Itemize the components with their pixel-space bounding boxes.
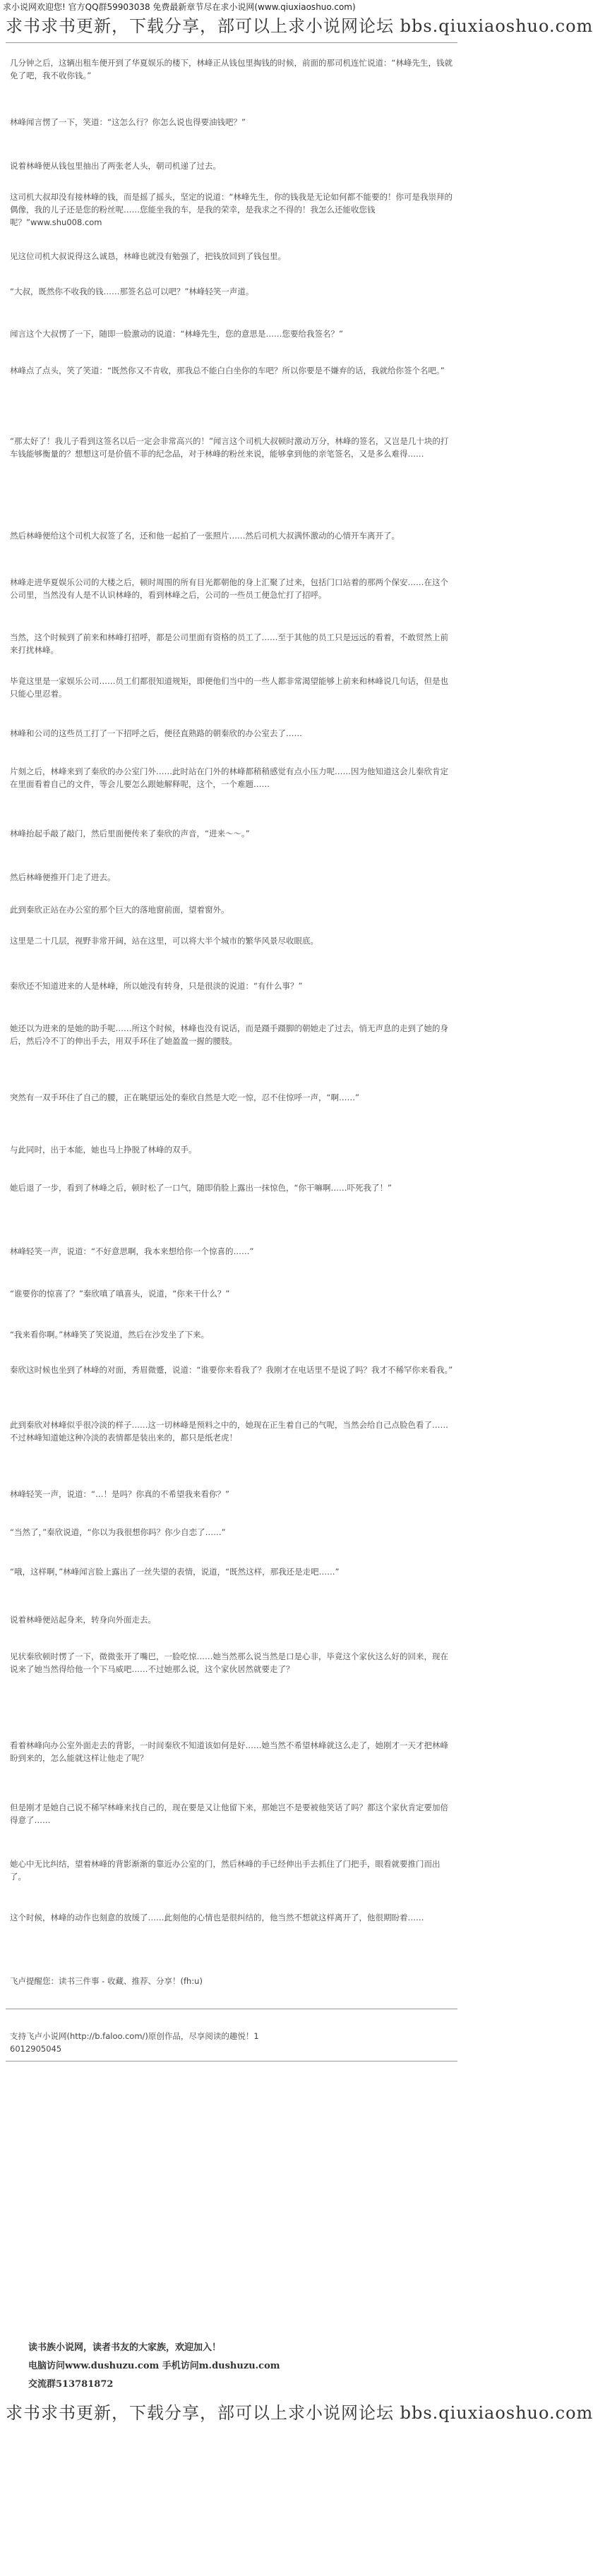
paragraph: 见这位司机大叔说得这么诚恳，林峰也就没有勉强了，把钱放回到了钱包里。 xyxy=(10,251,286,261)
paragraph: 她心中无比纠结，望着林峰的背影渐渐的靠近办公室的门，然后林峰的手已经伸出手去抓住了门把手，眼看就要推门而出了。 xyxy=(10,1859,441,1882)
paragraph: 但是刚才是她自己说不稀罕林峰来找自己的，现在要是又让他留下来，那她岂不是要被他笑话了吗？都这个家伙肯定要加倍得意了…… xyxy=(10,1802,448,1825)
paragraph: “哦，这样啊，”林峰闻言脸上露出了一丝失望的表情，说道，“既然这样，那我还是走吧……” xyxy=(10,1567,340,1577)
paragraph: 她还以为进来的是她的助手呢……所这个时候，林峰也没有说话，而是蹑手蹑脚的朝她走了过去，悄无声息的走到了她的身后，然后冷不丁的伸出手去，用双手环住了她盈盈一握的腰肢。 xyxy=(10,1023,448,1046)
paragraph: 林峰闻言愣了一下，笑道：“这怎么行？你怎么说也得要油钱吧？” xyxy=(10,117,246,127)
footer-welcome: 读书族小说网，读者书友的大家族，欢迎加入！ xyxy=(28,2342,222,2353)
paragraph: 片刻之后，林峰来到了秦欣的办公室门外……此时站在门外的林峰都稍稍感觉有点小压力呢……因为他知道这会儿秦欣肯定在里面看着自己的文件，等会儿要怎么跟她解释呢，这个，一个难题…… xyxy=(10,766,448,789)
paragraph: 然后林峰便推开门走了进去。 xyxy=(10,872,116,882)
paragraph: 秦欣这时候也坐到了林峰的对面，秀眉微蹙，说道：“谁要你来看我了？我刚才在电话里不是说了吗？我才不稀罕你来看我。” xyxy=(10,1365,453,1375)
paragraph: 林峰和公司的这些员工打了一下招呼之后，便径直熟路的朝秦欣的办公室去了…… xyxy=(10,728,302,738)
paragraph: 林峰轻笑一声，说道：“…！是吗？你真的不希望我来看你？” xyxy=(10,1489,229,1499)
paragraph: “谁要你的惊喜了？”秦欣嗔了嗔喜头，说道，“你来干什么？” xyxy=(10,1289,230,1299)
paragraph: 此到秦欣对林峰似乎很冷淡的样子……这一切林峰是预料之中的，她现在正生着自己的气呢，当然会给自己点脸色看了……不过林峰知道她这种冷淡的表情都是装出来的，都只是纸老虎！ xyxy=(10,1420,448,1443)
paragraph: “我来看你啊。”林峰笑了笑说道，然后在沙发坐了下来。 xyxy=(10,1330,210,1340)
divider xyxy=(6,2061,457,2062)
bottom-banner: 求书求书更新，下载分享，部可以上求小说网论坛 bbs.qiuxiaoshuo.com xyxy=(6,2403,593,2423)
paragraph: 毕竟这里是一家娱乐公司……员工们都很知道规矩，即便他们当中的一些人都非常渴望能够上前来和林峰说几句话，但是也只能心里忍着。 xyxy=(10,676,448,699)
top-info-line: 求小说网欢迎您! 官方QQ群59903038 免费最新章节尽在求小说网(www.qiuxiaoshuo.com) xyxy=(3,2,356,12)
paragraph: 这司机大叔却没有接林峰的钱，而是摇了摇头，坚定的说道：“林峰先生，你的钱我是无论如何都不能要的！你可是我崇拜的偶像，我的儿子还是您的粉丝呢……您能坐我的车，是我的荣幸，是我求之不得的！我怎么还能收您钱呢？”www.shu008.com xyxy=(10,192,453,227)
paragraph: 几分钟之后，这辆出租车便开到了华夏娱乐的楼下，林峰正从钱包里掏钱的时候，前面的那司机连忙说道：“林峰先生，钱就免了吧，我不收你钱。” xyxy=(10,58,453,80)
paragraph: 与此同时，出于本能，她也马上挣脱了林峰的双手。 xyxy=(10,1145,197,1155)
paragraph: “当然了，”秦欣说道，“你以为我很想你吗？你少自恋了……” xyxy=(10,1527,226,1537)
paragraph: 这里是二十几层，视野非常开阔，站在这里，可以将大半个城市的繁华风景尽收眼底。 xyxy=(10,936,318,946)
paragraph: 闻言这个大叔愣了一下，随即一脸激动的说道：“林峰先生，您的意思是……您要给我签名？” xyxy=(10,329,343,339)
footer-access: 电脑访问www.dushuzu.com 手机访问m.dushuzu.com xyxy=(28,2361,280,2371)
paragraph: 然后林峰便给这个司机大叔签了名，还和他一起拍了一张照片……然后司机大叔满怀激动的心情开车离开了。 xyxy=(10,531,400,541)
paragraph: “那太好了！我儿子看到这签名以后一定会非常高兴的！”闻言这个司机大叔顿时激动万分，林峰的签名，又岂是几十块的打车钱能够衡量的？想想这可是价值不菲的纪念品，对于林峰的粉丝来说，能够拿到他的亲笔签名，又是多么难得…… xyxy=(10,436,449,459)
site-footer xyxy=(0,2335,494,2394)
id-code: 6012905045 xyxy=(10,2044,62,2054)
paragraph: 突然有一双手环住了自己的腰，正在眺望远处的秦欣自然是大吃一惊，忍不住惊呼一声，“啊……” xyxy=(10,1093,359,1102)
paragraph: “大叔，既然你不收我的钱……那签名总可以吧？”林峰轻笑一声道。 xyxy=(10,287,254,296)
paragraph: 林峰轻笑一声，说道：“不好意思啊，我本来想给你一个惊喜的……” xyxy=(10,1246,254,1256)
paragraph: 这个时候，林峰的动作也刻意的放缓了……此刻他的心情也是很纠结的，他当然不想就这样离开了，他很期盼着…… xyxy=(10,1913,424,1922)
paragraph: 林峰走进华夏娱乐公司的大楼之后，顿时周围的所有目光都朝他的身上汇聚了过来，包括门口站着的那两个保安……在这个公司里，当然没有人是不认识林峰的，看到林峰之后，公司的一些员工便急忙打了招呼。 xyxy=(10,577,448,600)
paragraph: 看着林峰向办公室外面走去的背影，一时间秦欣不知道该如何是好……她当然不希望林峰就这么走了，她刚才一天才把林峰盼到来的，怎么能就这样让他走了呢？ xyxy=(10,1740,448,1763)
paragraph: 说着林峰便站起身来，转身向外面走去。 xyxy=(10,1615,156,1625)
paragraph: 林峰点了点头，笑了笑道：“既然你又不肯收，那我总不能白白坐你的车吧？所以你要是不嫌弃的话，我就给你签个名吧。” xyxy=(10,366,445,375)
paragraph: 此到秦欣正站在办公室的那个巨大的落地窗前面，望着窗外。 xyxy=(10,905,229,915)
feature-prompt: 飞卢提醒您：读书三件事 - 收藏、推荐、分享！(fh:u) xyxy=(10,1976,203,1986)
paragraph: 林峰抬起手敲了敲门，然后里面便传来了秦欣的声音，“进来～～。” xyxy=(10,829,250,838)
paragraph: 说着林峰便从钱包里抽出了两张老人头，朝司机递了过去。 xyxy=(10,161,221,171)
support-line: 支持飞卢小说网(http://b.faloo.com/)原创作品，尽享阅读的趣悦！1 xyxy=(10,2031,259,2041)
chapter-body xyxy=(6,41,457,2335)
header-banner: 求书求书更新，下载分享，部可以上求小说网论坛 bbs.qiuxiaoshuo.com xyxy=(6,16,593,36)
paragraph: 她后退了一步，看到了林峰之后，顿时松了一口气，随即俏脸上露出一抹惊色，“你干嘛啊……吓死我了！” xyxy=(10,1183,392,1193)
paragraph: 见状秦欣顿时愣了一下，微微张开了嘴巴，一脸吃惊……她当然那么说当然是口是心非，毕竟这个家伙这么好的回来，现在说来了她当然得给他一个下马威吧……不过她那么说，这个家伙居然就要走了？ xyxy=(10,1651,448,1674)
footer-qq-group: 交流群513781872 xyxy=(28,2379,114,2390)
divider xyxy=(6,42,457,43)
paragraph: 当然，这个时候到了前来和林峰打招呼，都是公司里面有资格的员工了……至于其他的员工只是远远的看着，不敢贸然上前来打扰林峰。 xyxy=(10,632,448,655)
paragraph: 秦欣还不知道进来的人是林峰，所以她没有转身，只是很淡的说道：“有什么事？” xyxy=(10,981,303,991)
